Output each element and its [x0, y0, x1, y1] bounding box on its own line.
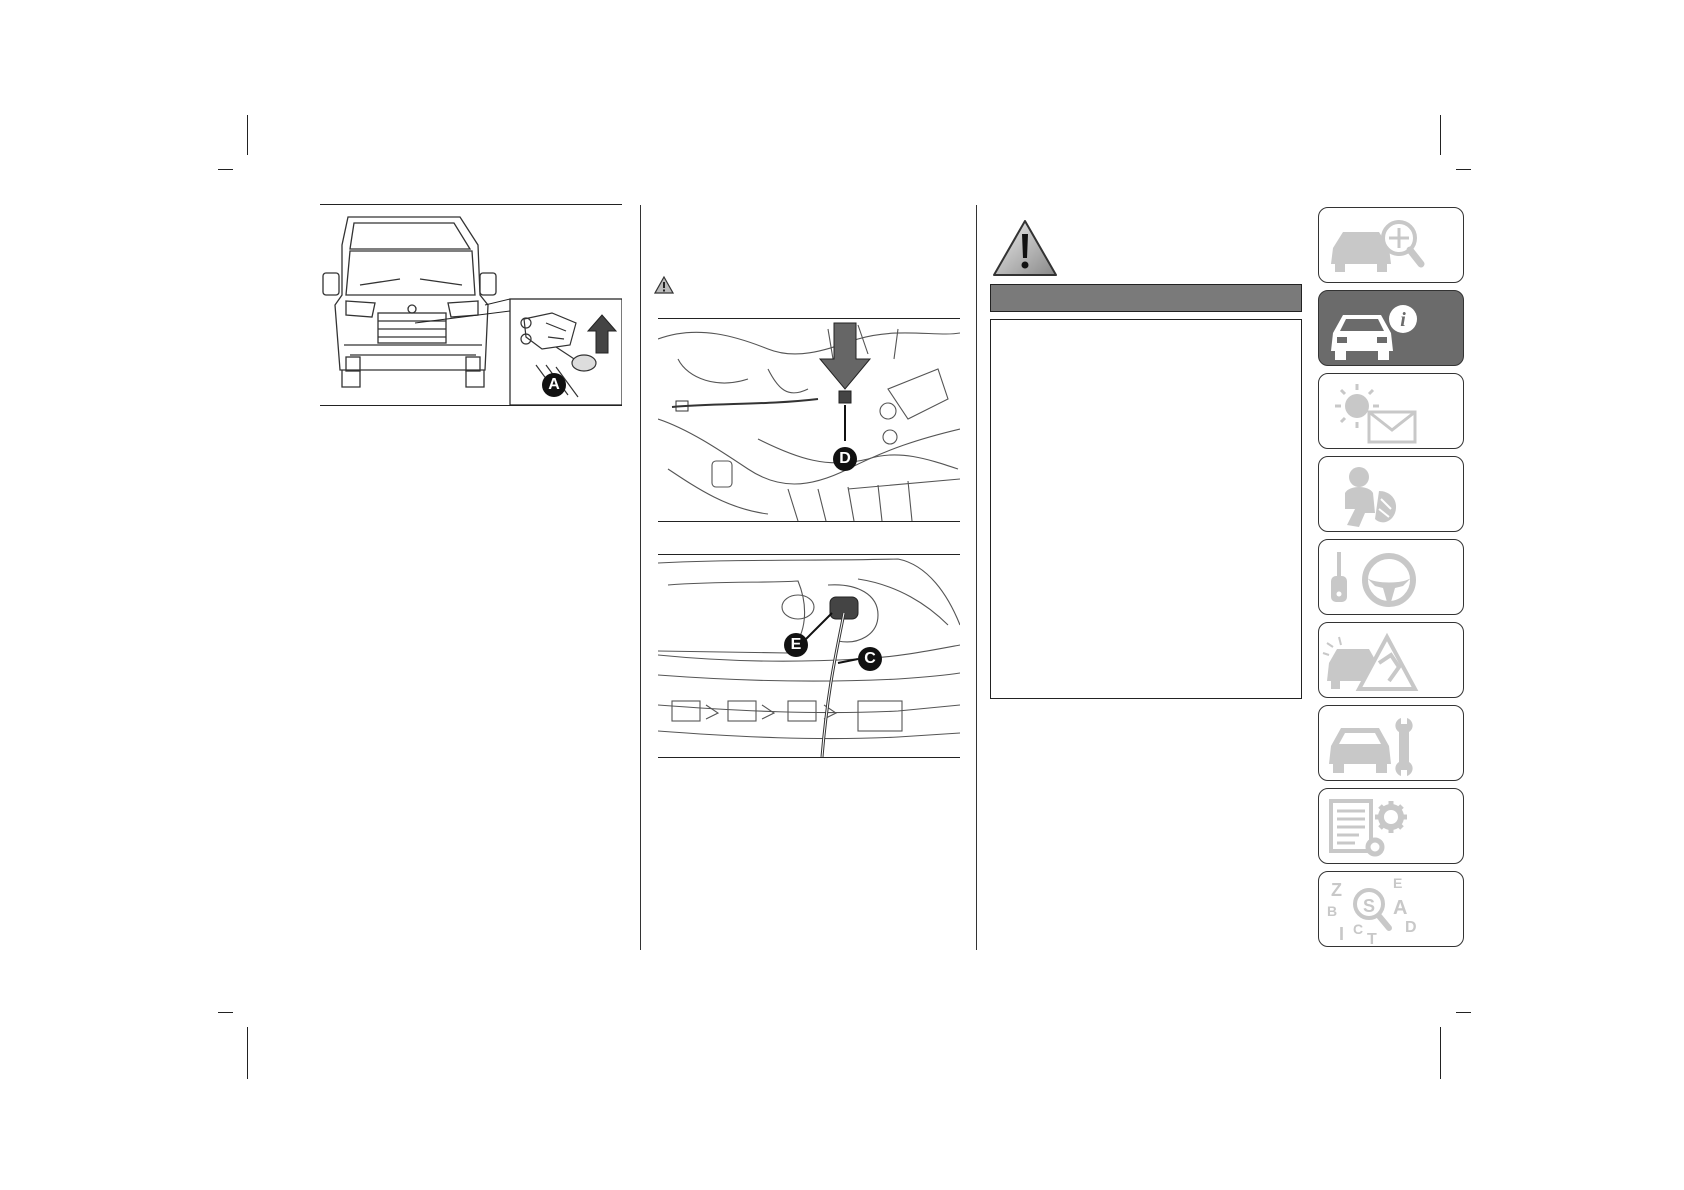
tab-index[interactable] — [1318, 871, 1464, 947]
tab-emergency[interactable] — [1318, 622, 1464, 698]
column-divider — [976, 205, 977, 950]
svg-text:Z: Z — [1331, 880, 1342, 900]
van-front-figure — [320, 204, 622, 406]
crop-mark — [1440, 1027, 1441, 1079]
tab-warning-lights[interactable] — [1318, 373, 1464, 449]
warning-header-bar — [990, 284, 1302, 312]
callout-e: E — [784, 633, 808, 657]
tab-car-info[interactable] — [1318, 290, 1464, 366]
svg-text:E: E — [1393, 875, 1403, 891]
crop-mark — [1440, 115, 1441, 155]
svg-text:T: T — [1367, 931, 1377, 948]
crop-mark — [1456, 169, 1471, 170]
svg-text:B: B — [1327, 903, 1338, 919]
callout-d: D — [833, 447, 857, 471]
svg-text:S: S — [1362, 896, 1376, 916]
engine-top-figure — [658, 318, 960, 522]
crop-mark — [1456, 1012, 1471, 1013]
crop-mark — [218, 169, 233, 170]
crop-mark — [247, 1027, 248, 1079]
tab-car-search[interactable] — [1318, 207, 1464, 283]
svg-text:i: i — [1400, 309, 1406, 331]
warning-triangle-icon — [992, 218, 1058, 278]
tab-safety[interactable] — [1318, 456, 1464, 532]
tab-maintenance[interactable] — [1318, 705, 1464, 781]
warning-content-box — [990, 319, 1302, 699]
tab-technical-data[interactable] — [1318, 788, 1464, 864]
svg-text:C: C — [1353, 921, 1364, 937]
column-divider — [640, 205, 641, 950]
callout-a: A — [542, 373, 566, 397]
svg-text:I: I — [1339, 924, 1345, 944]
svg-text:D: D — [1405, 919, 1417, 936]
callout-c: C — [858, 647, 882, 671]
crop-mark — [218, 1012, 233, 1013]
warning-small-icon — [654, 275, 674, 295]
tab-starting-driving[interactable] — [1318, 539, 1464, 615]
crop-mark — [247, 115, 248, 155]
svg-text:A: A — [1393, 897, 1408, 919]
bumper-figure — [658, 554, 960, 758]
